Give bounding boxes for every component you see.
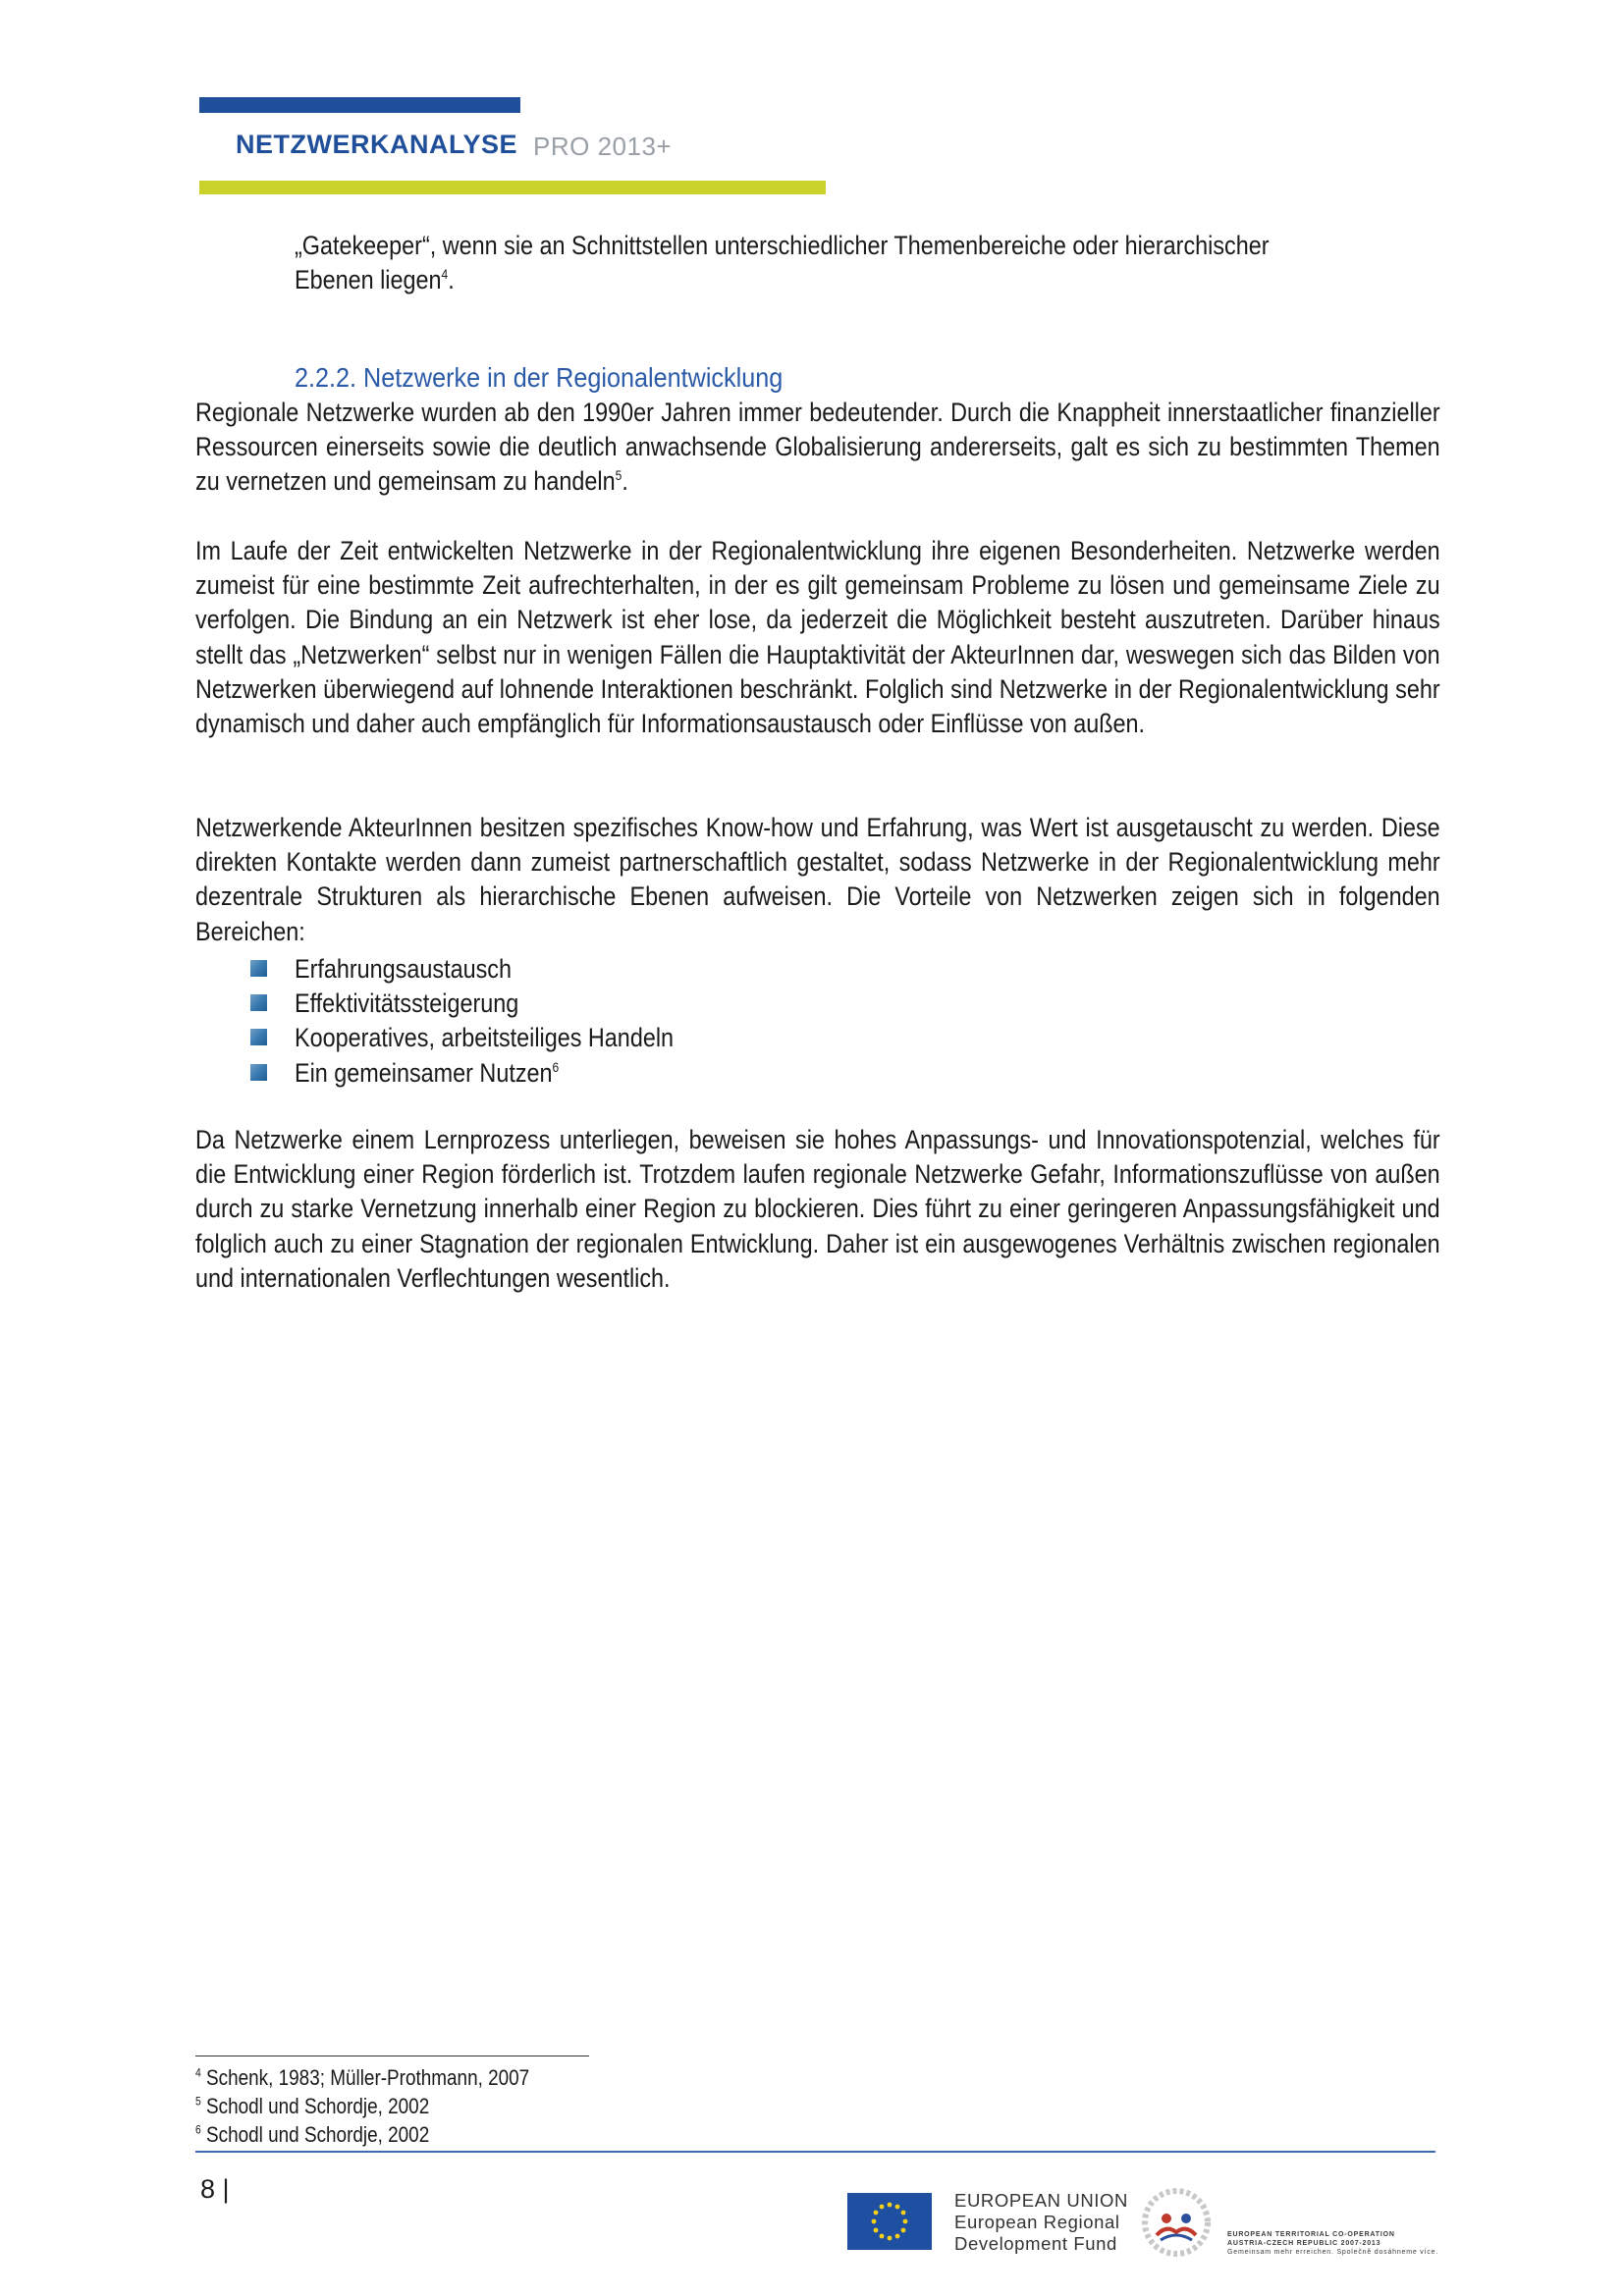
etc-line-2: AUSTRIA-CZECH REPUBLIC 2007-2013 <box>1227 2240 1381 2247</box>
footnote-4 <box>195 2063 529 2092</box>
footnote-number: 5 <box>195 2094 201 2109</box>
etc-line-3: Gemeinsam mehr erreichen. Společně dosáhneme více. <box>1227 2249 1439 2256</box>
paragraph-4: Da Netzwerke einem Lernprozess unterliegen, beweisen sie hohes Anpassungs- und Innovationspotenzial, welches für die Entwicklung einer Region förderlich ist. Trotzdem laufen regionale Netzwerke Gefahr, Informationszuflüsse von außen durch zu starke Vernetzung innerhalb einer Region zu blockieren. Dies führt zu einer geringeren Anpassungsfähigkeit und folglich auch zu einer Stagnation der regionalen Entwicklung. Daher ist ein ausgewogenes Verhältnis zwischen regionalen und internationalen Verflechtungen wesentlich. <box>195 1124 1440 1293</box>
intro-paragraph <box>295 228 1438 296</box>
header-blue-bar <box>199 97 520 113</box>
intro-end: . <box>448 264 455 295</box>
bullet-square-icon <box>250 1029 267 1045</box>
eu-fund-label <box>954 2190 1128 2255</box>
paragraph-3: Netzwerkende AkteurInnen besitzen spezifisches Know-how und Erfahrung, was Wert ist ausgetauscht zu werden. Diese direkten Kontakte werden dann zumeist partnerschaftlich gestaltet, sodass Netzwerke in der Regionalentwicklung mehr dezentrale Strukturen als hierarchische Ebenen aufweisen. Die Vorteile von Netzwerken zeigen sich in folgenden Bereichen: <box>195 812 1440 946</box>
footnote-text: Schodl und Schordje, 2002 <box>206 2122 430 2147</box>
eu-flag-icon <box>847 2193 932 2250</box>
etc-programme-label <box>1227 2230 1438 2257</box>
footnote-ref-6[interactable]: 6 <box>552 1058 560 1075</box>
section-heading: 2.2.2. Netzwerke in der Regionalentwicklung <box>295 362 784 393</box>
paragraph-2: Im Laufe der Zeit entwickelten Netzwerke in der Regionalentwicklung ihre eigenen Besonderheiten. Netzwerke werden zumeist für eine bestimmte Zeit aufrechterhalten, in der es gilt gemeinsam Probleme zu lösen und gemeinsame Ziele zu verfolgen. Die Bindung an ein Netzwerk ist eher lose, da jederzeit die Möglichkeit besteht auszutreten. Darüber hinaus stellt das „Netzwerken“ selbst nur in wenigen Fällen die Hauptaktivität der AkteurInnen dar, weswegen sich das Bilden von Netzwerken überwiegend auf lohnende Interaktionen beschränkt. Folglich sind Netzwerke in der Regionalentwicklung sehr dynamisch und daher auch empfänglich für Informationsaustausch oder Einflüsse von außen. <box>195 535 1440 739</box>
bullet-square-icon <box>250 1064 267 1081</box>
list-item-text <box>295 1055 559 1090</box>
footer-divider <box>195 2151 1435 2153</box>
page-number: 8 | <box>200 2174 230 2204</box>
eu-line-2: European Regional <box>954 2212 1120 2232</box>
footnote-text: Schenk, 1983; Müller-Prothmann, 2007 <box>206 2065 530 2090</box>
list-item-text: Effektivitätssteigerung <box>295 988 519 1019</box>
header-title: NETZWERKANALYSE <box>236 130 518 159</box>
bullet-square-icon <box>250 960 267 977</box>
footnote-number: 4 <box>195 2065 201 2080</box>
footnote-6 <box>195 2120 429 2149</box>
bullet-square-icon <box>250 994 267 1011</box>
header-yellow-bar <box>199 181 826 194</box>
footnote-ref-5[interactable]: 5 <box>615 467 622 484</box>
etc-programme-logo-icon <box>1127 2181 1225 2260</box>
etc-line-1: EUROPEAN TERRITORIAL CO-OPERATION <box>1227 2231 1395 2238</box>
footnote-5 <box>195 2092 429 2120</box>
footnote-text: Schodl und Schordje, 2002 <box>206 2094 430 2118</box>
list-item-text: Kooperatives, arbeitsteiliges Handeln <box>295 1022 675 1053</box>
intro-line-1: „Gatekeeper“, wenn sie an Schnittstellen unterschiedlicher Themenbereiche oder hierarchischer <box>295 230 1270 260</box>
intro-line-2: Ebenen liegen <box>295 264 442 295</box>
paragraph-1 <box>195 395 1440 499</box>
footnote-ref-4[interactable]: 4 <box>441 266 449 283</box>
paragraph-1-text: Regionale Netzwerke wurden ab den 1990er Jahren immer bedeutender. Durch die Knappheit innerstaatlicher finanzieller Ressourcen einerseits sowie die deutlich anwachsende Globalisierung andererseits, galt es sich zu bestimmten Themen zu vernetzen und gemeinsam zu handeln <box>195 397 1440 497</box>
eu-line-1: EUROPEAN UNION <box>954 2190 1128 2211</box>
eu-line-3: Development Fund <box>954 2233 1117 2254</box>
list-item-4-text: Ein gemeinsamer Nutzen <box>295 1056 553 1088</box>
footnote-number: 6 <box>195 2122 201 2137</box>
header-subtitle: PRO 2013+ <box>533 132 673 161</box>
list-item-text: Erfahrungsaustausch <box>295 953 512 984</box>
paragraph-1-end: . <box>622 465 628 497</box>
